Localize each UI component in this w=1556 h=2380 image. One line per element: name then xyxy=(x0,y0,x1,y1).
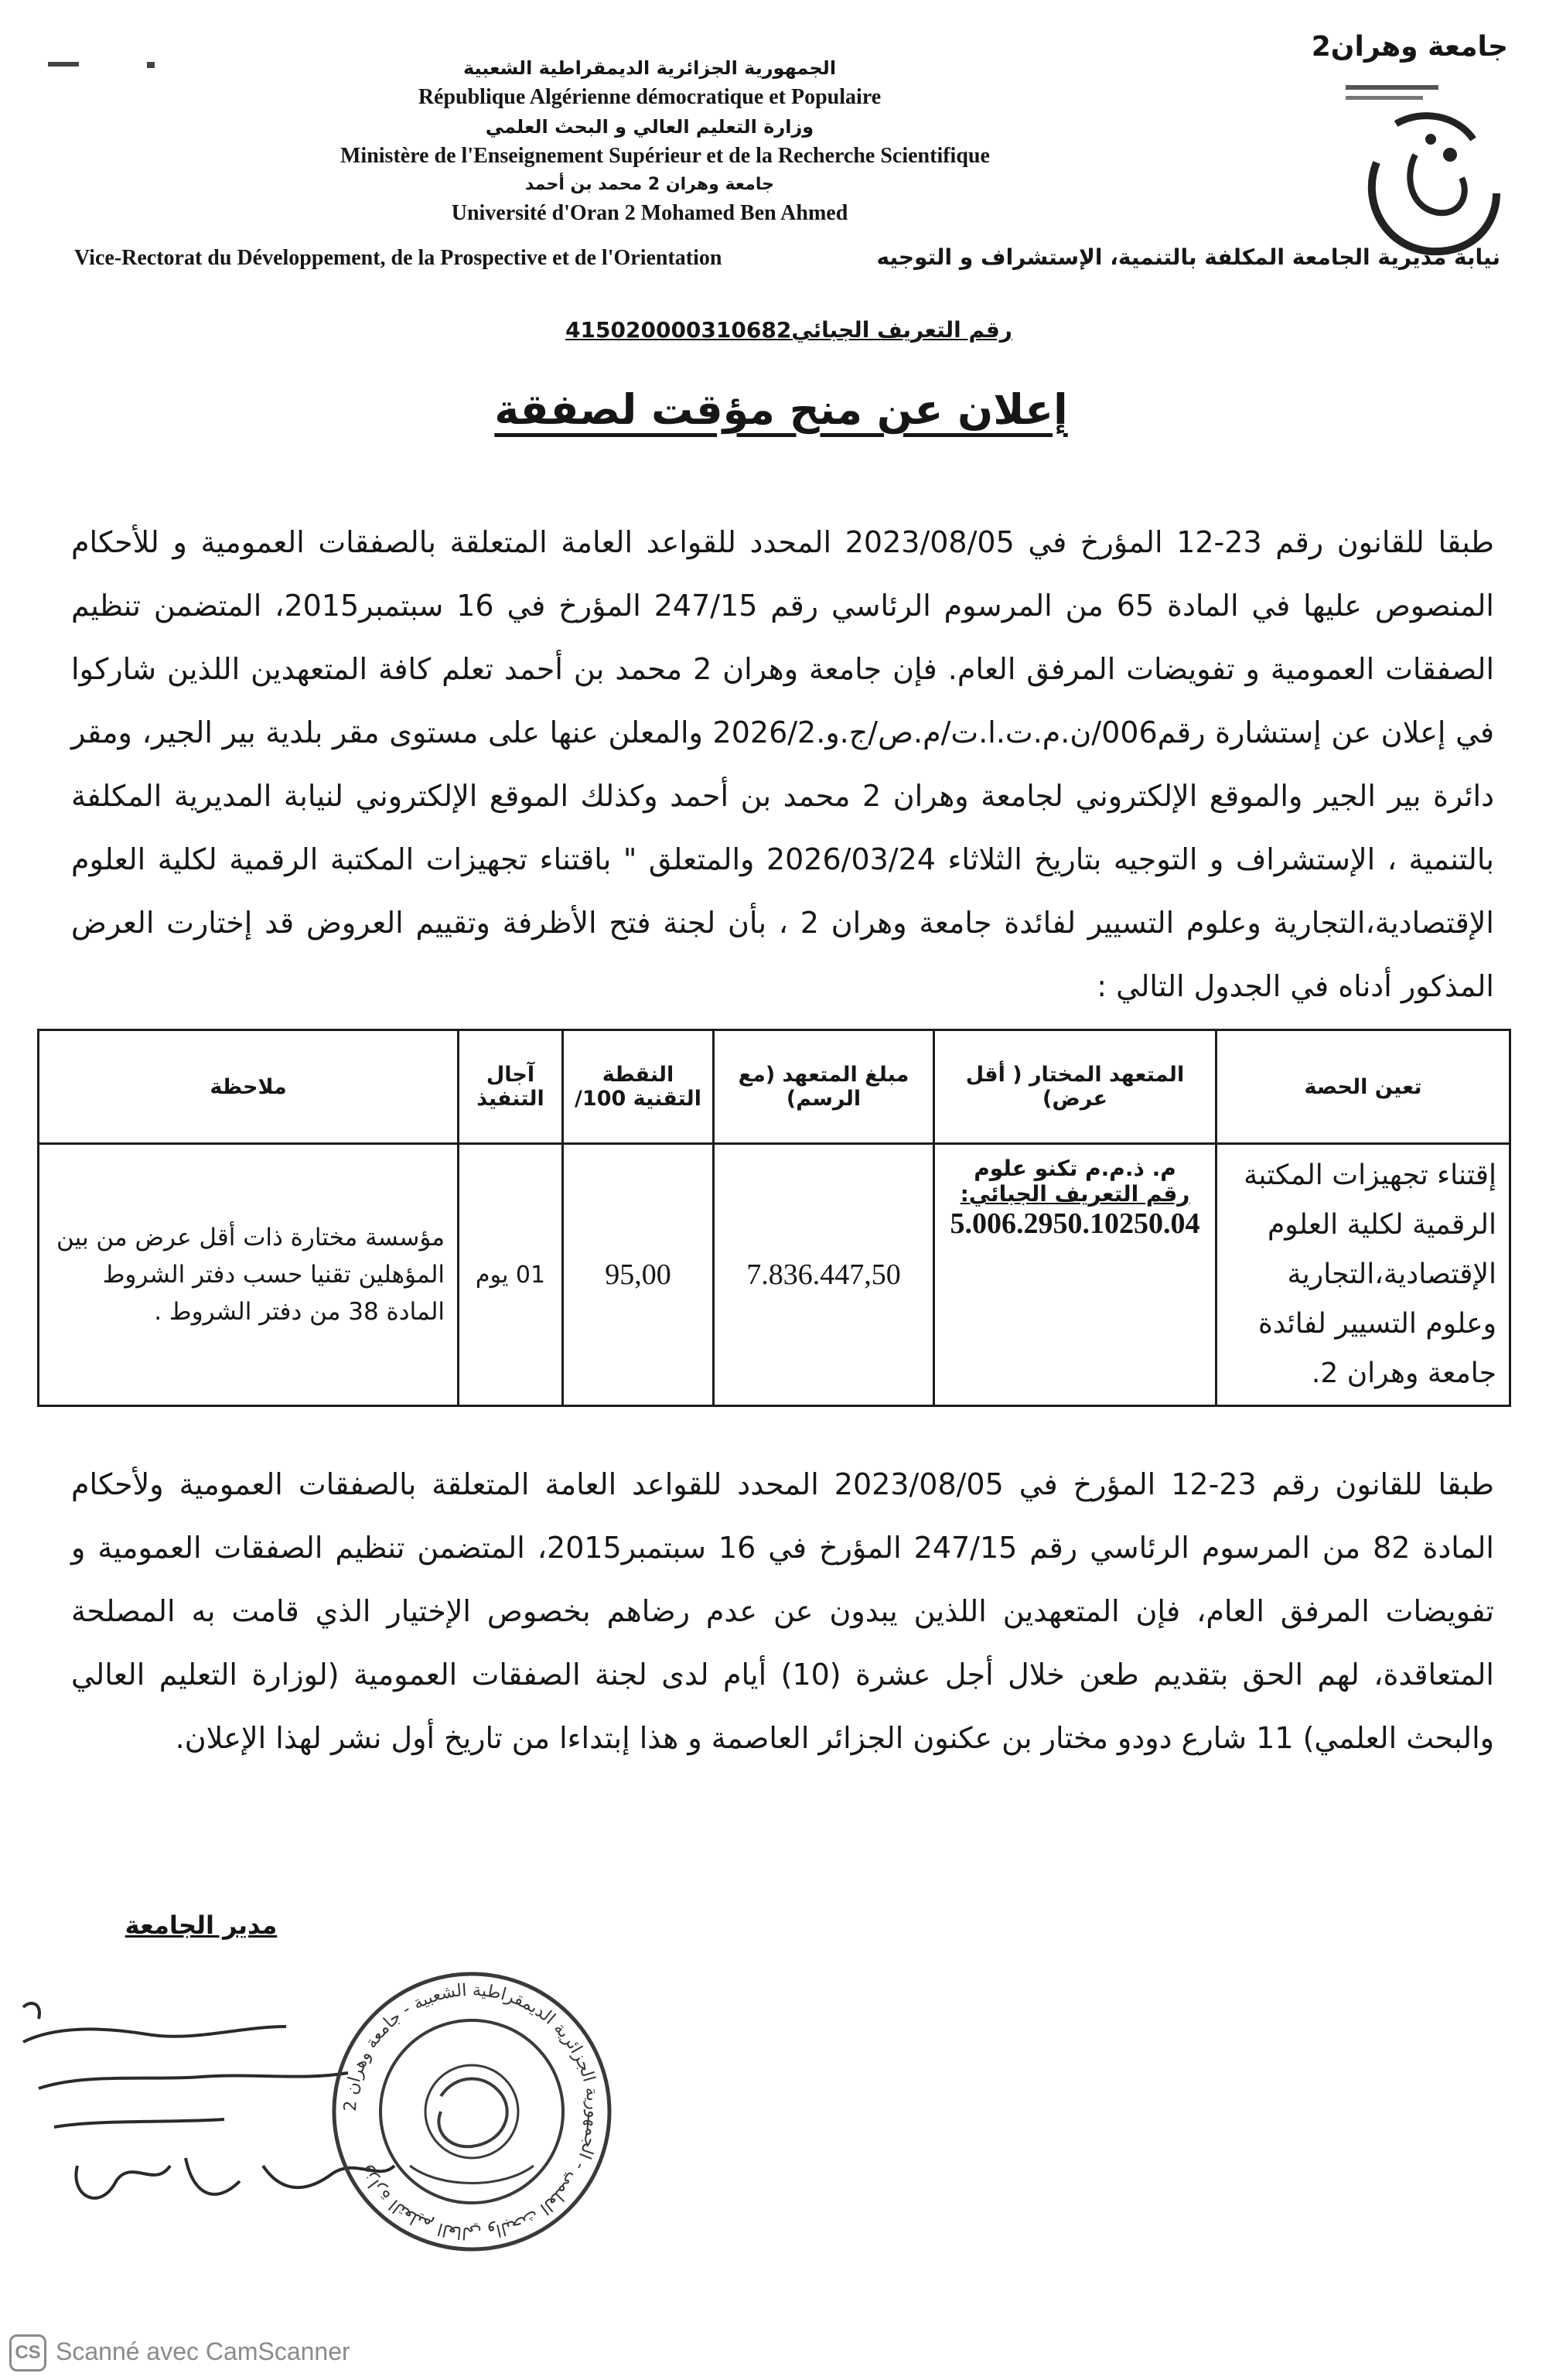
signature-title: مدير الجامعة xyxy=(125,1910,278,1940)
university-fr: Université d'Oran 2 Mohamed Ben Ahmed xyxy=(451,201,848,225)
signature-scribble-icon xyxy=(23,2003,394,2198)
camscanner-badge: CS xyxy=(9,2334,46,2371)
header-score: النقطة التقنية 100/ xyxy=(563,1030,714,1144)
header-bidder: المتعهد المختار ( أقل عرض) xyxy=(934,1030,1216,1144)
bidder-name: م. ذ.م.م تكنو علوم xyxy=(974,1156,1176,1181)
stamp-text: وزارة التعليم العالي والبحث العلمي - الجمهورية الجزائرية الديمقراطية الشعبية - جامعة وهران 2 xyxy=(340,1980,603,2243)
header-amount: مبلغ المتعهد (مع الرسم) xyxy=(714,1030,934,1144)
tax-id-label: رقم التعريف الجبائي xyxy=(791,317,1012,343)
cell-score: 95,00 xyxy=(563,1144,714,1406)
cell-delay: 01 يوم xyxy=(459,1144,563,1406)
table-header-row xyxy=(39,1030,1510,1144)
header-lot: تعين الحصة xyxy=(1216,1030,1510,1144)
official-stamp-icon xyxy=(334,1974,609,2249)
republic-fr: République Algérienne démocratique et Populaire xyxy=(418,85,882,109)
tax-id-value: 415020000310682 xyxy=(565,317,792,343)
appeal-paragraph: طبقا للقانون رقم 23-12 المؤرخ في 2023/08/05 المحدد للقواعد العامة المتعلقة بالصفقات العمومية ولأحكام المادة 82 من المرسوم الرئاسي رقم 247/15 المؤرخ في 16 سبتمبر2015، المتضمن تنظيم الصفقات العمومية و تفويضات المرفق العام، فإن المتعهدين اللذين يبدون عن عدم رضاهم بخصوص الإختيار الذي قامت به المصلحة المتعاقدة، لهم الحق بتقديم طعن خلال أجل عشرة (10) أيام لدى لجنة الصفقات العمومية (لوزارة التعليم العالي والبحث العلمي) 11 شارع دودو مختار بن عكنون الجزائر العاصمة و هذا إبتداءا من تاريخ أول نشر لهذا الإعلان. xyxy=(71,1467,1494,1755)
cell-bidder xyxy=(934,1144,1216,1406)
cell-lot: إقتناء تجهيزات المكتبة الرقمية لكلية العلوم الإقتصادية،التجارية وعلوم التسيير لفائدة جامعة وهران 2. xyxy=(1216,1144,1510,1406)
university-ar: جامعة وهران 2 محمد بن أحمد xyxy=(525,175,774,194)
logo-emblem-icon xyxy=(1322,70,1516,271)
logo-text: جامعة وهران2 xyxy=(1311,31,1508,63)
header-delay: آجال التنفيذ xyxy=(459,1030,563,1144)
scan-mark xyxy=(48,62,79,67)
vice-rectorat-ar: نيابة مديرية الجامعة المكلفة بالتنمية، الإستشراف و التوجيه xyxy=(876,244,1500,270)
vice-rectorat-fr: Vice-Rectorat du Développement, de la Prospective et de l'Orientation xyxy=(74,246,722,270)
page-title: إعلان عن منح مؤقت لصفقة xyxy=(494,385,1068,434)
republic-ar: الجمهورية الجزائرية الديمقراطية الشعبية xyxy=(462,57,837,79)
header-note: ملاحظة xyxy=(39,1030,459,1144)
camscanner-text: Scanné avec CamScanner xyxy=(56,2337,350,2365)
ministry-ar: وزارة التعليم العالي و البحث العلمي xyxy=(485,116,814,138)
award-table xyxy=(37,1029,1511,1407)
bidder-tax-id: 5.006.2950.10250.04 xyxy=(950,1207,1200,1240)
bidder-tax-label: رقم التعريف الجبائي: xyxy=(960,1181,1190,1207)
cell-note: مؤسسة مختارة ذات أقل عرض من بين المؤهلين تقنيا حسب دفتر الشروط المادة 38 من دفتر الشروط . xyxy=(39,1144,459,1406)
tax-id-line xyxy=(541,317,1036,343)
table-row xyxy=(39,1144,1510,1406)
ministry-fr: Ministère de l'Enseignement Supérieur et de la Recherche Scientifique xyxy=(340,144,990,168)
intro-paragraph: طبقا للقانون رقم 23-12 المؤرخ في 2023/08/05 المحدد للقواعد العامة المتعلقة بالصفقات العمومية و للأحكام المنصوص عليها في المادة 65 من المرسوم الرئاسي رقم 247/15 المؤرخ في 16 سبتمبر2015، المتضمن تنظيم الصفقات العمومية و تفويضات المرفق العام. فإن جامعة وهران 2 محمد بن أحمد تعلم كافة المتعهدين اللذين شاركوا في إعلان عن إستشارة رقم006/ن.م.ت.ا.ت/م.ص/ج.و.2026/2 والمعلن عنها على مستوى مقر بلدية بير الجير، ومقر دائرة بير الجير والموقع الإلكتروني لجامعة وهران 2 محمد بن أحمد وكذلك الموقع الإلكتروني لنيابة المديرية المكلفة بالتنمية ، الإستشراف و التوجيه بتاريخ الثلاثاء 2026/03/24 والمتعلق " باقتناء تجهيزات المكتبة الرقمية لكلية العلوم الإقتصادية،التجارية وعلوم التسيير لفائدة جامعة وهران 2 ، بأن لجنة فتح الأظرفة وتقييم العروض قد إختارت العرض المذكور أدناه في الجدول التالي : xyxy=(71,525,1495,1003)
scan-mark xyxy=(147,62,155,68)
university-logo xyxy=(1311,31,1516,263)
cell-amount: 7.836.447,50 xyxy=(714,1144,934,1406)
signature-stamp-area xyxy=(8,1934,688,2259)
